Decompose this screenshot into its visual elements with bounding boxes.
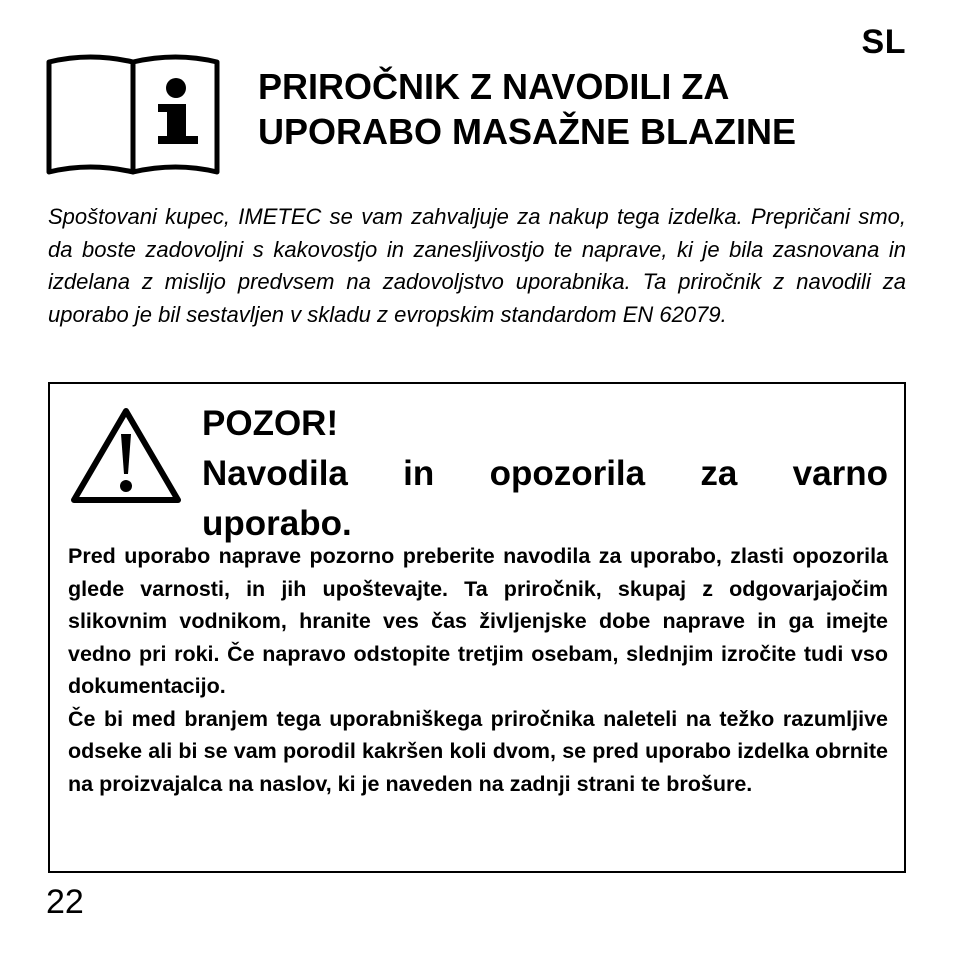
- warning-triangle-icon: [70, 406, 182, 506]
- warning-paragraph-1: Pred uporabo naprave pozorno preberite navodila za uporabo, zlasti opozorila glede varnosti, in jih upoštevajte. Ta priročnik, skupaj z odgovarjajočim slikovnim vodnikom, hranite ves čas življenjske dobe naprave in ga imejte vedno pri roki. Če napravo odstopite tretjim osebam, slednjim izročite tudi vso dokumentacijo.: [68, 544, 888, 698]
- intro-paragraph: Spoštovani kupec, IMETEC se vam zahvaljuje za nakup tega izdelka. Prepričani smo, da boste zadovoljni s kakovostjo in zanesljivostjo te naprave, ki je bila zasnovana in izdelana z mislijo predvsem na zadovoljstvo uporabnika. Ta priročnik z navodili za uporabo je bil sestavljen v skladu z evropskim standardom EN 62079.: [48, 204, 906, 327]
- title-line-2: UPORABO MASAŽNE BLAZINE: [258, 111, 796, 152]
- safety-warning-box: [48, 382, 906, 873]
- open-book-info-icon: [46, 54, 222, 176]
- warning-body: [68, 540, 888, 800]
- page-title: [258, 64, 918, 154]
- warning-title: POZOR!: [202, 404, 339, 443]
- warning-subtitle-line-2: uporabo.: [202, 504, 352, 543]
- warning-subtitle-line-1: Navodila in opozorila za varno: [202, 454, 888, 493]
- title-line-1: PRIROČNIK Z NAVODILI ZA: [258, 66, 730, 107]
- page-number: 22: [46, 883, 84, 921]
- language-code: SL: [861, 23, 906, 61]
- warning-heading: [202, 399, 888, 549]
- warning-paragraph-2: Če bi med branjem tega uporabniškega priročnika naleteli na težko razumljive odseke ali bi se vam porodil kakršen koli dvom, se pred uporabo izdelka obrnite na proizvajalca na naslov, ki je naveden na zadnji strani te brošure.: [68, 706, 888, 796]
